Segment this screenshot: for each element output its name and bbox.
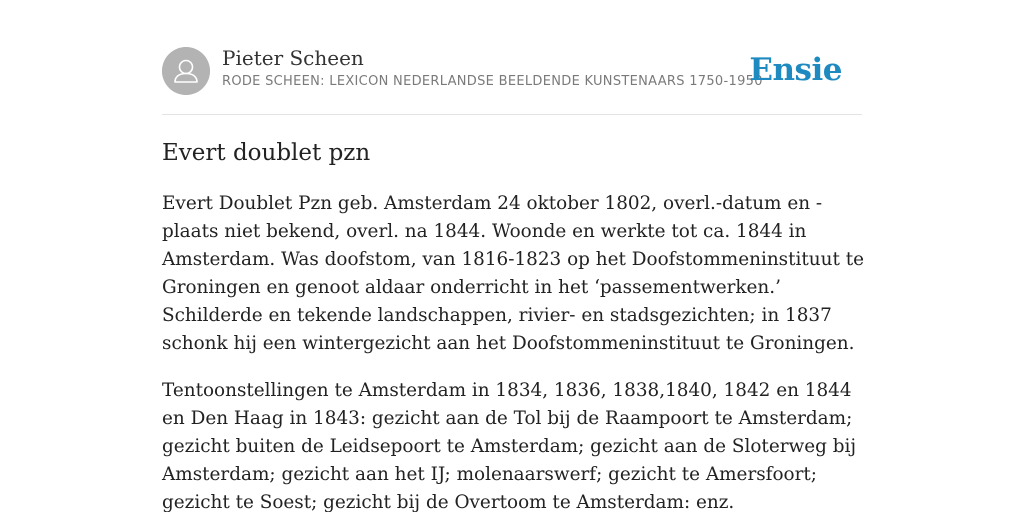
user-silhouette-icon [162,47,210,95]
source-title[interactable]: RODE SCHEEN: LEXICON NEDERLANDSE BEELDENDE KUNSTENAARS 1750-1950 [222,74,763,89]
article-header [162,0,862,115]
brand-logo[interactable]: Ensie [749,52,842,88]
page-container [162,0,864,512]
author-name[interactable]: Pieter Scheen [222,46,364,70]
article-title: Evert doublet pzn [162,140,371,166]
article-body [162,190,864,512]
article-paragraph: Tentoonstellingen te Amsterdam in 1834, 1836, 1838,1840, 1842 en 1844 en Den Haag in 1843: gezicht aan de Tol bij de Raampoort te Amsterdam; gezicht buiten de Leidsepoort te Amsterdam; gezicht aan de Sloterweg bij Amsterdam; gezicht aan het IJ; molenaarswerf; gezicht te Amersfoort; gezicht te Soest; gezicht bij de Overtoom te Amsterdam: enz. [162,380,857,512]
author-avatar[interactable] [162,47,210,95]
article-paragraph: Evert Doublet Pzn geb. Amsterdam 24 oktober 1802, overl.-datum en -plaats niet bekend, overl. na 1844. Woonde en werkte tot ca. 1844 in Amsterdam. Was doofstom, van 1816-1823 op het Doofstommeninstituut te Groningen en genoot aldaar onderricht in het ‘passementwerken.’ Schilderde en tekende landschappen, rivier- en stadsgezichten; in 1837 schonk hij een wintergezicht aan het Doofstommeninstituut te Groningen. [162,193,864,354]
